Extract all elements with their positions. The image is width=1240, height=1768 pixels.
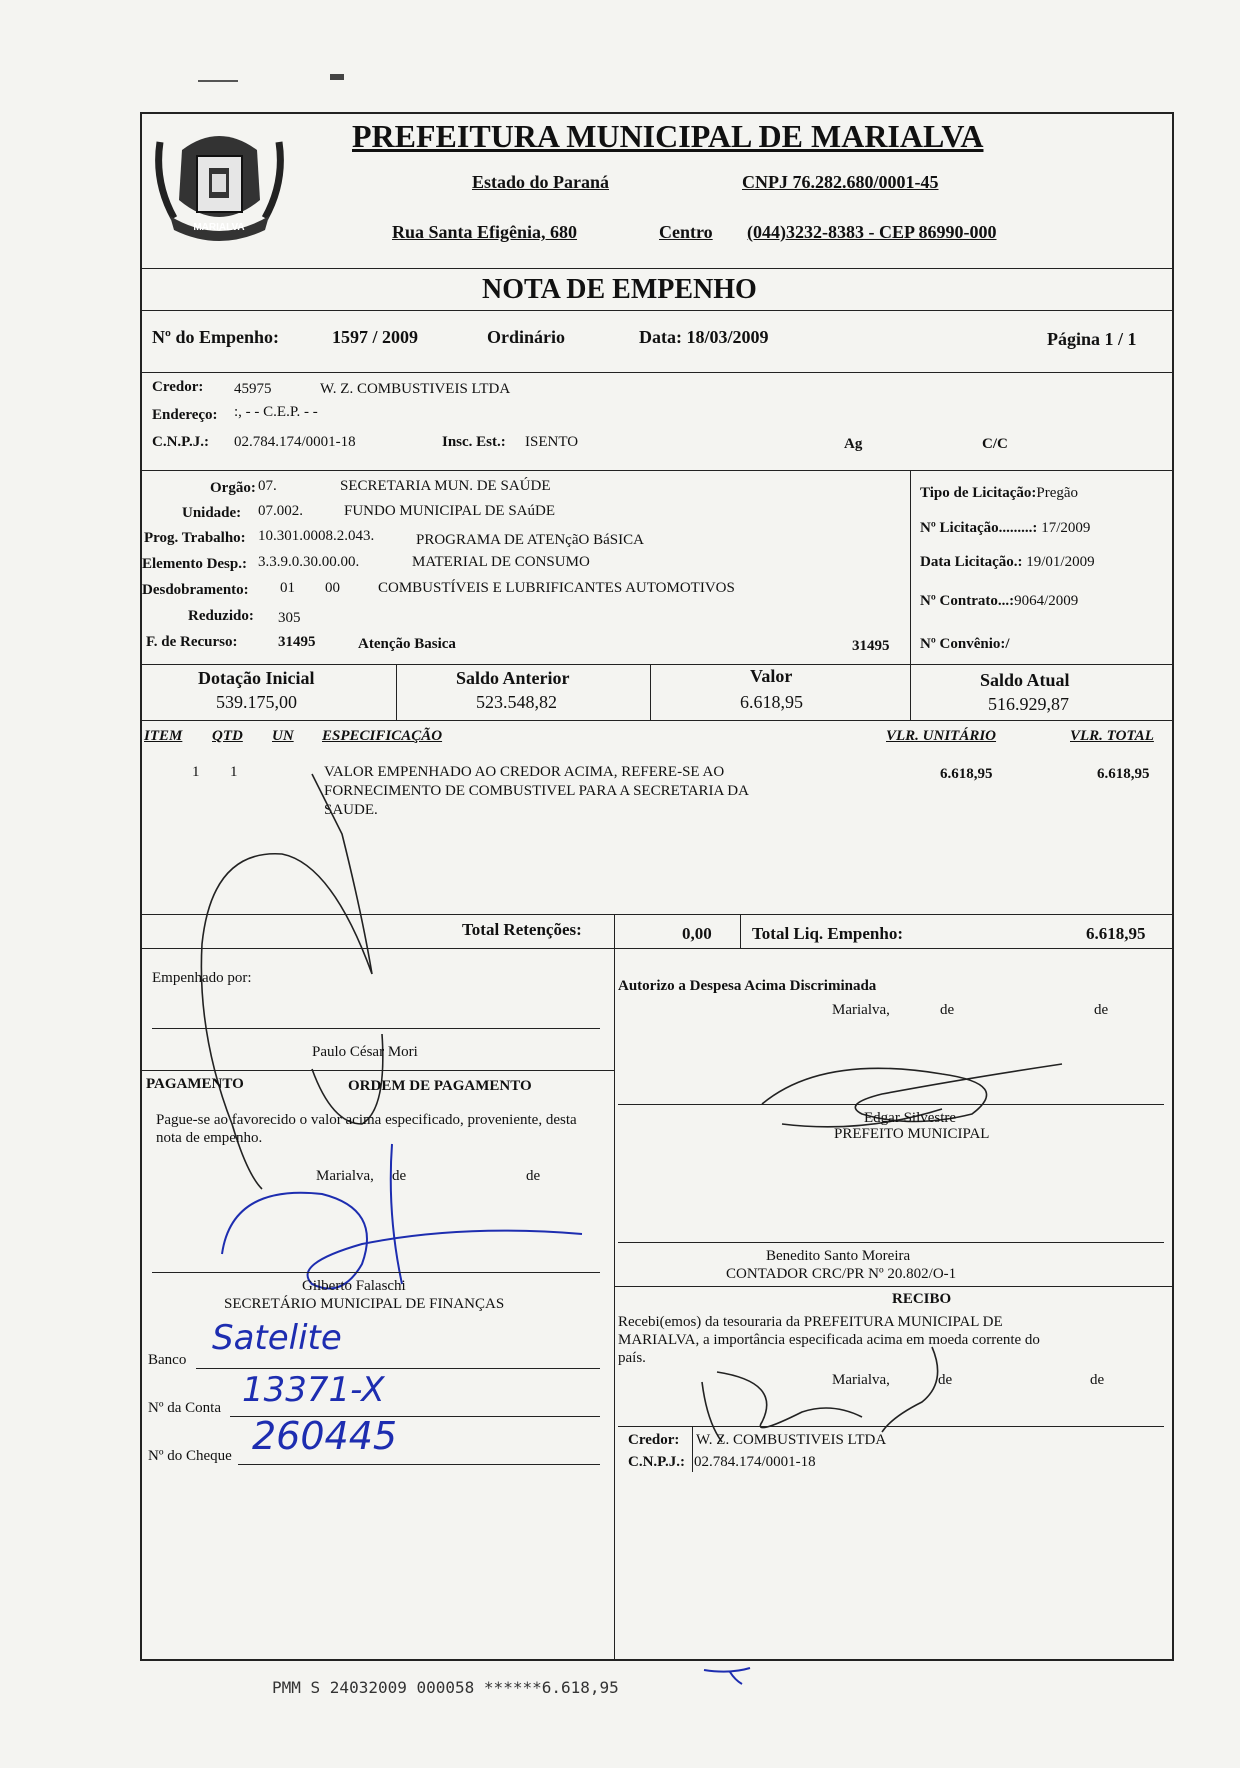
- page-number: Página 1 / 1: [1047, 329, 1137, 349]
- reduzido-value: 305: [278, 610, 301, 626]
- nota-de-empenho-form: [140, 112, 1174, 1661]
- cnpj-header: CNPJ 76.282.680/0001-45: [742, 172, 939, 192]
- credor-name: W. Z. COMBUSTIVEIS LTDA: [320, 381, 511, 397]
- pagamento-text2: nota de empenho.: [156, 1130, 263, 1146]
- contrato: Nº Contrato...:9064/2009: [920, 593, 1079, 609]
- orgao-label: Orgão:: [210, 480, 256, 496]
- credor-code: 45975: [234, 381, 272, 397]
- unidade-label: Unidade:: [182, 505, 242, 521]
- cheque-value: 260445: [252, 1414, 398, 1458]
- licitacao-num: Nº Licitação.........: 17/2009: [920, 520, 1091, 536]
- recibo-place: Marialva,: [832, 1372, 890, 1388]
- recurso-code2: 31495: [852, 638, 890, 654]
- ink-mark: [700, 1664, 760, 1688]
- municipality-title: PREFEITURA MUNICIPAL DE MARIALVA: [352, 118, 984, 154]
- item-spec-line2: FORNECIMENTO DE COMBUSTIVEL PARA A SECRETARIA DA: [324, 783, 749, 799]
- account-label: C/C: [982, 436, 1008, 452]
- state-name: Estado do Paraná: [472, 172, 610, 192]
- desd-code1: 01: [280, 580, 295, 596]
- footer-stamp: PMM S 24032009 000058 ******6.618,95: [272, 1678, 619, 1697]
- ordem-pagamento: ORDEM DE PAGAMENTO: [348, 1078, 532, 1094]
- saldo-anterior-label: Saldo Anterior: [456, 668, 570, 688]
- desd-code2: 00: [325, 580, 340, 596]
- empenho-date: Data: 18/03/2009: [639, 327, 769, 347]
- elem-name: MATERIAL DE CONSUMO: [412, 554, 590, 570]
- credor-label: Credor:: [152, 379, 204, 395]
- empenho-type: Ordinário: [487, 327, 566, 347]
- col-total-value: VLR. TOTAL: [1070, 728, 1154, 744]
- desd-label: Desdobramento:: [142, 582, 249, 598]
- insc-value: ISENTO: [525, 434, 579, 450]
- prog-name: PROGRAMA DE ATENçãO BáSICA: [416, 532, 644, 548]
- svg-text:MARIALVA: MARIALVA: [193, 222, 245, 233]
- banco-label: Banco: [148, 1352, 187, 1368]
- col-item: ITEM: [144, 728, 183, 744]
- pagamento-label: PAGAMENTO: [146, 1076, 244, 1092]
- agency-label: Ag: [844, 436, 863, 452]
- recurso-label: F. de Recurso:: [146, 634, 238, 650]
- empenho-label: Nº do Empenho:: [152, 327, 279, 347]
- col-unit-value: VLR. UNITÁRIO: [886, 728, 997, 744]
- autorizo-de1: de: [940, 1002, 955, 1018]
- empenhado-name: Paulo César Mori: [312, 1044, 418, 1060]
- address-label: Endereço:: [152, 407, 218, 423]
- recibo-text3: país.: [618, 1350, 646, 1366]
- pagamento-role: SECRETÁRIO MUNICIPAL DE FINANÇAS: [224, 1296, 505, 1312]
- convenio: Nº Convênio:/: [920, 636, 1010, 652]
- cnpj-value: 02.784.174/0001-18: [234, 434, 356, 450]
- item-total-value: 6.618,95: [1097, 766, 1150, 782]
- conta-label: Nº da Conta: [148, 1400, 221, 1416]
- saldo-atual-value: 516.929,87: [988, 694, 1069, 714]
- pagamento-de2: de: [526, 1168, 541, 1184]
- item-spec-line1: VALOR EMPENHADO AO CREDOR ACIMA, REFERE-SE AO: [324, 764, 725, 780]
- licitacao-tipo-label: Tipo de Licitação:Pregão: [920, 485, 1079, 501]
- empenhado-label: Empenhado por:: [152, 970, 252, 986]
- elem-label: Elemento Desp.:: [142, 556, 247, 572]
- recurso-code: 31495: [278, 634, 316, 650]
- item-number: 1: [192, 764, 200, 780]
- contador-name: Benedito Santo Moreira: [766, 1248, 911, 1264]
- col-un: UN: [272, 728, 294, 744]
- recibo-credor-value: W. Z. COMBUSTIVEIS LTDA: [696, 1432, 887, 1448]
- recibo-text1: Recebi(emos) da tesouraria da PREFEITURA MUNICIPAL DE: [618, 1314, 1003, 1330]
- saldo-atual-label: Saldo Atual: [980, 670, 1070, 690]
- item-spec-line3: SAUDE.: [324, 802, 378, 818]
- district: Centro: [659, 222, 713, 242]
- insc-label: Insc. Est.:: [442, 434, 506, 450]
- valor-value: 6.618,95: [740, 692, 803, 712]
- recurso-name: Atenção Basica: [358, 636, 456, 652]
- scan-mark: [330, 74, 344, 80]
- cheque-label: Nº do Cheque: [148, 1448, 232, 1464]
- phone-cep: (044)3232-8383 - CEP 86990-000: [747, 222, 997, 242]
- autorizo-name: Edgar Silvestre: [864, 1110, 957, 1126]
- recibo-de1: de: [938, 1372, 953, 1388]
- valor-label: Valor: [750, 666, 793, 686]
- dotacao-label: Dotação Inicial: [198, 668, 315, 688]
- address: Rua Santa Efigênia, 680: [392, 222, 578, 242]
- prog-code: 10.301.0008.2.043.: [258, 528, 375, 544]
- contador-role: CONTADOR CRC/PR Nº 20.802/O-1: [726, 1266, 957, 1282]
- prog-label: Prog. Trabalho:: [144, 530, 246, 546]
- retencoes-label: Total Retenções:: [462, 920, 582, 939]
- coat-of-arms-icon: [152, 122, 287, 244]
- pagamento-name: Gilberto Falaschi: [302, 1278, 406, 1294]
- recibo-title: RECIBO: [892, 1291, 952, 1307]
- liq-value: 6.618,95: [1086, 924, 1146, 943]
- elem-code: 3.3.9.0.30.00.00.: [258, 554, 360, 570]
- pagamento-de1: de: [392, 1168, 407, 1184]
- pagamento-place: Marialva,: [316, 1168, 374, 1184]
- retencoes-value: 0,00: [682, 924, 712, 943]
- dotacao-value: 539.175,00: [216, 692, 297, 712]
- autorizo-place: Marialva,: [832, 1002, 890, 1018]
- item-qtd: 1: [230, 764, 238, 780]
- autorizo-label: Autorizo a Despesa Acima Discriminada: [618, 978, 877, 994]
- col-qtd: QTD: [212, 728, 243, 744]
- scan-mark: [198, 80, 238, 82]
- pagamento-text1: Pague-se ao favorecido o valor acima especificado, proveniente, desta: [156, 1112, 577, 1128]
- recibo-cnpj-value: 02.784.174/0001-18: [694, 1454, 816, 1470]
- address-value: :, - - C.E.P. - -: [234, 404, 318, 420]
- unidade-name: FUNDO MUNICIPAL DE SAúDE: [344, 503, 555, 519]
- reduzido-label: Reduzido:: [188, 608, 254, 624]
- document-title: NOTA DE EMPENHO: [482, 274, 757, 305]
- orgao-name: SECRETARIA MUN. DE SAÚDE: [340, 478, 551, 494]
- cnpj-label: C.N.P.J.:: [152, 434, 209, 450]
- col-spec: ESPECIFICAÇÃO: [322, 728, 443, 744]
- recibo-cnpj-label: C.N.P.J.:: [628, 1454, 685, 1470]
- autorizo-role: PREFEITO MUNICIPAL: [834, 1126, 990, 1142]
- saldo-anterior-value: 523.548,82: [476, 692, 557, 712]
- item-unit-value: 6.618,95: [940, 766, 993, 782]
- desd-name: COMBUSTÍVEIS E LUBRIFICANTES AUTOMOTIVOS: [378, 580, 735, 596]
- banco-value: Satelite: [212, 1318, 342, 1358]
- autorizo-de2: de: [1094, 1002, 1109, 1018]
- licitacao-data: Data Licitação.: 19/01/2009: [920, 554, 1095, 570]
- liq-label: Total Liq. Empenho:: [752, 924, 903, 943]
- recibo-de2: de: [1090, 1372, 1105, 1388]
- recibo-text2: MARIALVA, a importância especificada acima em moeda corrente do: [618, 1332, 1040, 1348]
- conta-value: 13371-X: [242, 1370, 385, 1410]
- empenho-number: 1597 / 2009: [332, 327, 419, 347]
- recibo-credor-label: Credor:: [628, 1432, 680, 1448]
- orgao-code: 07.: [258, 478, 277, 494]
- unidade-code: 07.002.: [258, 503, 303, 519]
